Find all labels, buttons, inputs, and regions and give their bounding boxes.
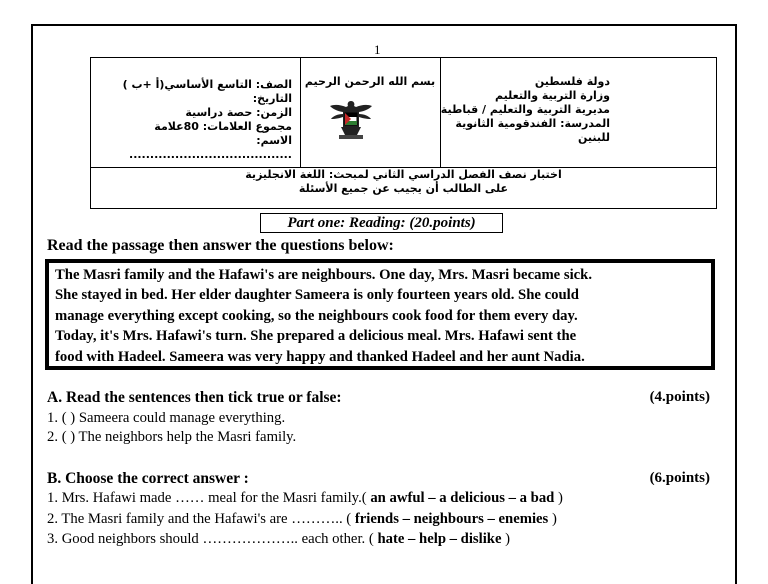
- reading-passage: [45, 259, 715, 370]
- grade-label: الصف: التاسع الأساسي(أ +ب ): [122, 78, 292, 91]
- choice-end: ): [548, 511, 557, 527]
- choice-end: ): [501, 531, 511, 547]
- exam-title-block: [90, 168, 717, 196]
- choice-item-2[interactable]: [47, 511, 557, 528]
- section-a-points: (4.points): [649, 389, 710, 405]
- page-number: 1: [374, 42, 381, 57]
- choice-stem: 1. Mrs. Hafawi made …… meal for the Masri family.(: [47, 490, 371, 506]
- passage-line: The Masri family and the Hafawi's are neighbours. One day, Mrs. Masri became sick.: [55, 267, 593, 283]
- ministry-label: وزارة التربية والتعليم: [495, 89, 610, 102]
- time-label: الزمن: حصة دراسية: [185, 106, 292, 119]
- school-label: المدرسة: الفندقومية الثانوية للبنين: [455, 117, 610, 144]
- part-one-title: Part one: Reading: (20.points): [260, 213, 503, 233]
- choice-options: an awful – a delicious – a bad: [370, 490, 555, 506]
- header-right-block: [440, 75, 610, 145]
- choice-item-1[interactable]: [47, 490, 563, 507]
- date-label: التاريخ:: [252, 92, 292, 105]
- passage-line: Today, it's Mrs. Hafawi's turn. She prepared a delicious meal. Mrs. Hafawi sent the: [55, 328, 577, 345]
- passage-line: manage everything except cooking, so the neighbours cook food for them every day.: [55, 307, 578, 324]
- choice-stem: 2. The Masri family and the Hafawi's are ……….. (: [47, 511, 355, 527]
- choice-options: hate – help – dislike: [377, 531, 502, 547]
- section-b-title: B. Choose the correct answer :: [47, 470, 249, 487]
- true-false-item-2[interactable]: 2. ( ) The neighbors help the Masri family.: [47, 429, 297, 445]
- passage-line: She stayed in bed. Her elder daughter Sameera is only fourteen years old. She could: [55, 287, 579, 304]
- choice-stem: 3. Good neighbors should ……………….. each other. (: [47, 531, 378, 547]
- marks-label: مجموع العلامات: 80علامة: [154, 120, 292, 133]
- choice-end: ): [554, 490, 563, 506]
- section-b-points: (6.points): [649, 470, 710, 486]
- reading-instruction: Read the passage then answer the questions below:: [47, 237, 394, 254]
- true-false-item-1[interactable]: 1. ( ) Sameera could manage everything.: [47, 410, 286, 426]
- exam-title: اختبار نصف الفصل الدراسي الثاني لمبحث: اللغة الانجليزية: [245, 168, 562, 181]
- eagle-emblem-icon: [327, 97, 375, 143]
- header-left-block: [107, 78, 292, 162]
- exam-instruction: على الطالب أن يجيب عن جميع الأسئلة: [298, 182, 509, 195]
- state-label: دولة فلسطين: [534, 75, 610, 88]
- header-divider-left: [300, 57, 301, 167]
- passage-line: food with Hadeel. Sameera was very happy and thanked Hadeel and her aunt Nadia.: [55, 348, 585, 365]
- student-name-field[interactable]: الاسم: .......................................: [129, 134, 292, 161]
- section-a-title: A. Read the sentences then tick true or false:: [47, 389, 342, 406]
- directorate-label: مديرية التربية والتعليم / قباطية: [440, 103, 610, 116]
- basmala: بسم الله الرحمن الرحيم: [304, 75, 436, 88]
- choice-item-3[interactable]: [47, 531, 510, 548]
- choice-options: friends – neighbours – enemies: [354, 511, 549, 527]
